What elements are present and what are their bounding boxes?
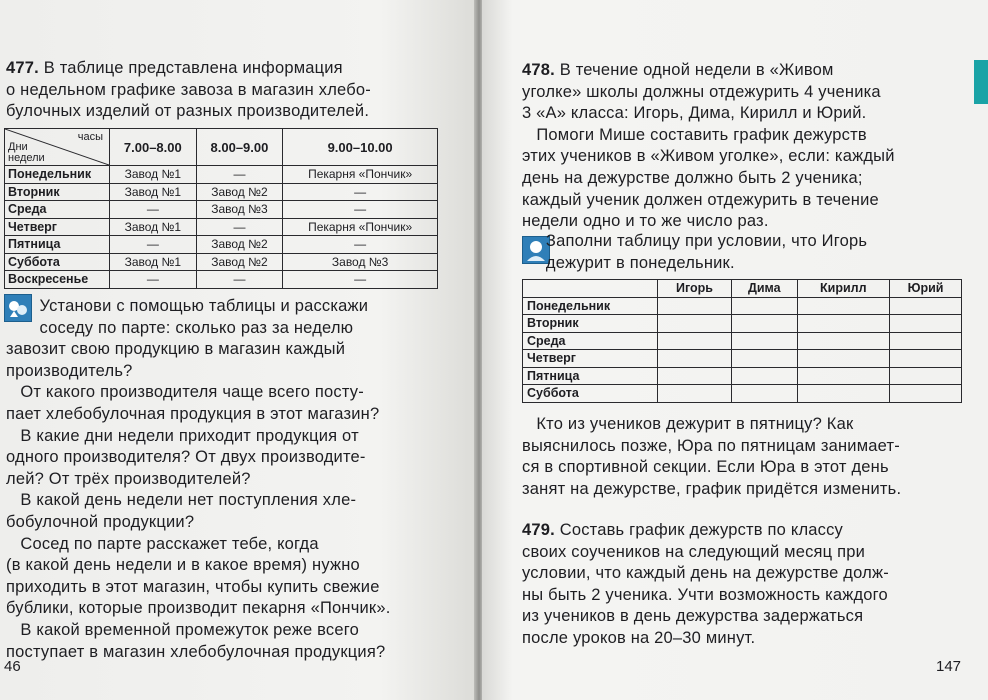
text-line — [522, 542, 889, 564]
delivery-cell: — — [110, 201, 197, 219]
text-line — [522, 606, 889, 628]
line-text: Помоги Мише составить график дежурств — [522, 125, 867, 144]
text-line — [522, 60, 895, 82]
table-row — [523, 297, 962, 315]
text-line — [522, 82, 895, 104]
line-text: Составь график дежурств по классу — [554, 521, 844, 539]
table-row — [523, 332, 962, 350]
empty-duty-cell[interactable] — [797, 315, 890, 333]
empty-duty-cell[interactable] — [797, 385, 890, 403]
delivery-cell: — — [283, 236, 438, 254]
text-line — [6, 58, 371, 80]
delivery-cell: Завод №2 — [196, 253, 283, 271]
empty-duty-cell[interactable] — [658, 332, 732, 350]
text-line — [522, 211, 895, 233]
day-cell: Пятница — [523, 367, 658, 385]
table-row — [5, 201, 438, 219]
empty-duty-cell[interactable] — [797, 332, 890, 350]
header-igor: Игорь — [658, 280, 732, 298]
day-cell: Воскресенье — [5, 271, 110, 289]
text-line: пает хлебобулочная продукция в этот магазин? — [6, 404, 380, 423]
text-line: дежурит в понедельник. — [522, 253, 735, 272]
empty-duty-cell[interactable] — [658, 315, 732, 333]
line-text: из учеников в день дежурства задержаться — [522, 607, 864, 626]
text-line: поступает в магазин хлебобулочная продукция? — [6, 642, 386, 661]
exercise-number: 479. — [522, 521, 555, 539]
line-text: каждый ученик должен отдежурить в течение — [522, 190, 879, 209]
header-time-2: 8.00–9.00 — [196, 129, 283, 166]
table-row — [5, 236, 438, 254]
empty-duty-cell[interactable] — [732, 315, 798, 333]
delivery-cell: — — [110, 236, 197, 254]
left-page — [0, 0, 476, 700]
header-yuriy: Юрий — [890, 280, 962, 298]
empty-duty-cell[interactable] — [732, 367, 798, 385]
delivery-cell: Пекарня «Пончик» — [283, 218, 438, 236]
delivery-cell: Завод №1 — [110, 218, 197, 236]
empty-duty-cell[interactable] — [732, 297, 798, 315]
exercise-number: 477. — [6, 59, 39, 77]
line-text: 3 «А» класса: Игорь, Дима, Кирилл и Юрий. — [522, 104, 867, 123]
day-cell: Суббота — [523, 385, 658, 403]
line-text: В таблице представлена информация — [38, 59, 343, 77]
right-page-number: 147 — [936, 658, 962, 675]
duty-schedule-table — [522, 279, 962, 403]
empty-duty-cell[interactable] — [890, 367, 962, 385]
day-cell: Четверг — [523, 350, 658, 368]
delivery-cell: Пекарня «Пончик» — [283, 166, 438, 184]
empty-duty-cell[interactable] — [890, 315, 962, 333]
fill-table-task — [522, 231, 867, 274]
day-cell: Понедельник — [523, 297, 658, 315]
line-text: уголке» школы должны отдежурить 4 ученика — [522, 82, 881, 101]
delivery-cell: Завод №1 — [110, 253, 197, 271]
text-line — [522, 103, 895, 125]
table-row — [5, 183, 438, 201]
text-line: приходить в этот магазин, чтобы купить свежие — [6, 577, 380, 596]
delivery-cell: — — [110, 271, 197, 289]
delivery-cell: Завод №1 — [110, 183, 197, 201]
delivery-cell: — — [196, 271, 283, 289]
empty-duty-cell[interactable] — [890, 350, 962, 368]
corner-label-hours: часы — [77, 131, 103, 143]
empty-duty-cell[interactable] — [658, 367, 732, 385]
table-row — [523, 367, 962, 385]
text-line — [522, 520, 889, 542]
line-text: недели одно и то же число раз. — [522, 212, 769, 231]
text-line: (в какой день недели и в какое время) нужно — [6, 556, 360, 575]
text-line: Заполни таблицу при условии, что Игорь — [522, 232, 868, 250]
day-cell: Среда — [5, 201, 110, 219]
delivery-schedule-table — [4, 128, 438, 289]
empty-duty-cell[interactable] — [890, 385, 962, 403]
exercise-478-followup — [522, 414, 901, 500]
line-text: день на дежурстве должно быть 2 ученика; — [522, 168, 863, 187]
text-line — [522, 585, 889, 607]
empty-duty-cell[interactable] — [890, 332, 962, 350]
text-line: В какие дни недели приходит продукция от — [6, 426, 359, 445]
day-cell: Суббота — [5, 253, 110, 271]
delivery-cell: Завод №1 — [110, 166, 197, 184]
exercise-number: 478. — [522, 61, 555, 79]
header-dima: Дима — [732, 280, 798, 298]
line-text: своих соучеников на следующий месяц при — [522, 542, 866, 561]
text-line — [522, 125, 895, 147]
right-page — [482, 0, 988, 700]
text-line: В какой временной промежуток реже всего — [6, 620, 359, 639]
text-line — [6, 101, 371, 123]
text-line — [6, 80, 371, 102]
exercise-478-text — [522, 60, 895, 233]
day-cell: Четверг — [5, 218, 110, 236]
header-kirill: Кирилл — [797, 280, 890, 298]
delivery-cell: — — [196, 166, 283, 184]
empty-duty-cell[interactable] — [658, 297, 732, 315]
line-text: В течение одной недели в «Живом — [554, 61, 834, 79]
text-line: соседу по парте: сколько раз за неделю — [6, 318, 354, 337]
left-page-number: 46 — [4, 658, 21, 675]
table-row — [5, 253, 438, 271]
line-text: булочных изделий от разных производителей. — [6, 102, 370, 121]
text-line — [522, 168, 895, 190]
text-line: бублики, которые производит пекарня «Пончик». — [6, 599, 391, 618]
table-row — [523, 385, 962, 403]
line-text: условии, что каждый день на дежурстве долж- — [522, 564, 889, 583]
page-edge-tab — [974, 60, 988, 104]
exercise-479-text — [522, 520, 889, 650]
table-corner-cell — [5, 129, 110, 166]
empty-duty-cell[interactable] — [797, 297, 890, 315]
table-row — [5, 271, 438, 289]
day-cell: Вторник — [523, 315, 658, 333]
delivery-cell: Завод №2 — [196, 183, 283, 201]
duty-corner-cell — [523, 280, 658, 298]
empty-duty-cell[interactable] — [732, 332, 798, 350]
empty-duty-cell[interactable] — [797, 350, 890, 368]
table-row — [523, 315, 962, 333]
exercise-477-questions — [6, 296, 391, 663]
delivery-cell: — — [283, 183, 438, 201]
empty-duty-cell[interactable] — [732, 350, 798, 368]
delivery-cell: — — [283, 271, 438, 289]
text-line: Сосед по парте расскажет тебе, когда — [6, 534, 319, 553]
empty-duty-cell[interactable] — [658, 385, 732, 403]
empty-duty-cell[interactable] — [732, 385, 798, 403]
text-line: завозит свою продукцию в магазин каждый — [6, 340, 346, 359]
day-cell: Понедельник — [5, 166, 110, 184]
header-time-1: 7.00–8.00 — [110, 129, 197, 166]
delivery-cell: — — [283, 201, 438, 219]
day-cell: Пятница — [5, 236, 110, 254]
text-line — [522, 628, 889, 650]
text-line: выяснилось позже, Юра по пятницам занимает- — [522, 436, 900, 455]
text-line: Установи с помощью таблицы и расскажи — [6, 297, 369, 315]
corner-label-days: Дни недели — [8, 141, 45, 164]
text-line — [522, 146, 895, 168]
empty-duty-cell[interactable] — [797, 367, 890, 385]
text-line: бобулочной продукции? — [6, 512, 195, 531]
text-line: лей? От трёх производителей? — [6, 469, 251, 488]
exercise-477-intro — [6, 58, 371, 123]
text-line: В какой день недели нет поступления хле- — [6, 491, 357, 510]
table-row — [5, 166, 438, 184]
day-cell: Вторник — [5, 183, 110, 201]
text-line: От какого производителя чаще всего посту- — [6, 383, 364, 402]
line-text: этих учеников в «Живом уголке», если: каждый — [522, 147, 895, 166]
header-time-3: 9.00–10.00 — [283, 129, 438, 166]
text-line — [522, 563, 889, 585]
delivery-cell: Завод №2 — [196, 236, 283, 254]
table-row — [5, 218, 438, 236]
delivery-cell: — — [196, 218, 283, 236]
empty-duty-cell[interactable] — [890, 297, 962, 315]
line-text: после уроков на 20–30 минут. — [522, 628, 756, 647]
delivery-cell: Завод №3 — [196, 201, 283, 219]
text-line: одного производителя? От двух производите- — [6, 448, 366, 467]
text-line: производитель? — [6, 361, 133, 380]
text-line: занят на дежурстве, график придётся изменить. — [522, 479, 902, 498]
delivery-cell: Завод №3 — [283, 253, 438, 271]
text-line: ся в спортивной секции. Если Юра в этот день — [522, 458, 889, 477]
text-line: Кто из учеников дежурит в пятницу? Как — [522, 415, 854, 433]
line-text: о недельном графике завоза в магазин хлебо- — [6, 80, 371, 99]
day-cell: Среда — [523, 332, 658, 350]
empty-duty-cell[interactable] — [658, 350, 732, 368]
table-row — [523, 350, 962, 368]
text-line — [522, 190, 895, 212]
line-text: ны быть 2 ученика. Учти возможность каждого — [522, 585, 888, 604]
